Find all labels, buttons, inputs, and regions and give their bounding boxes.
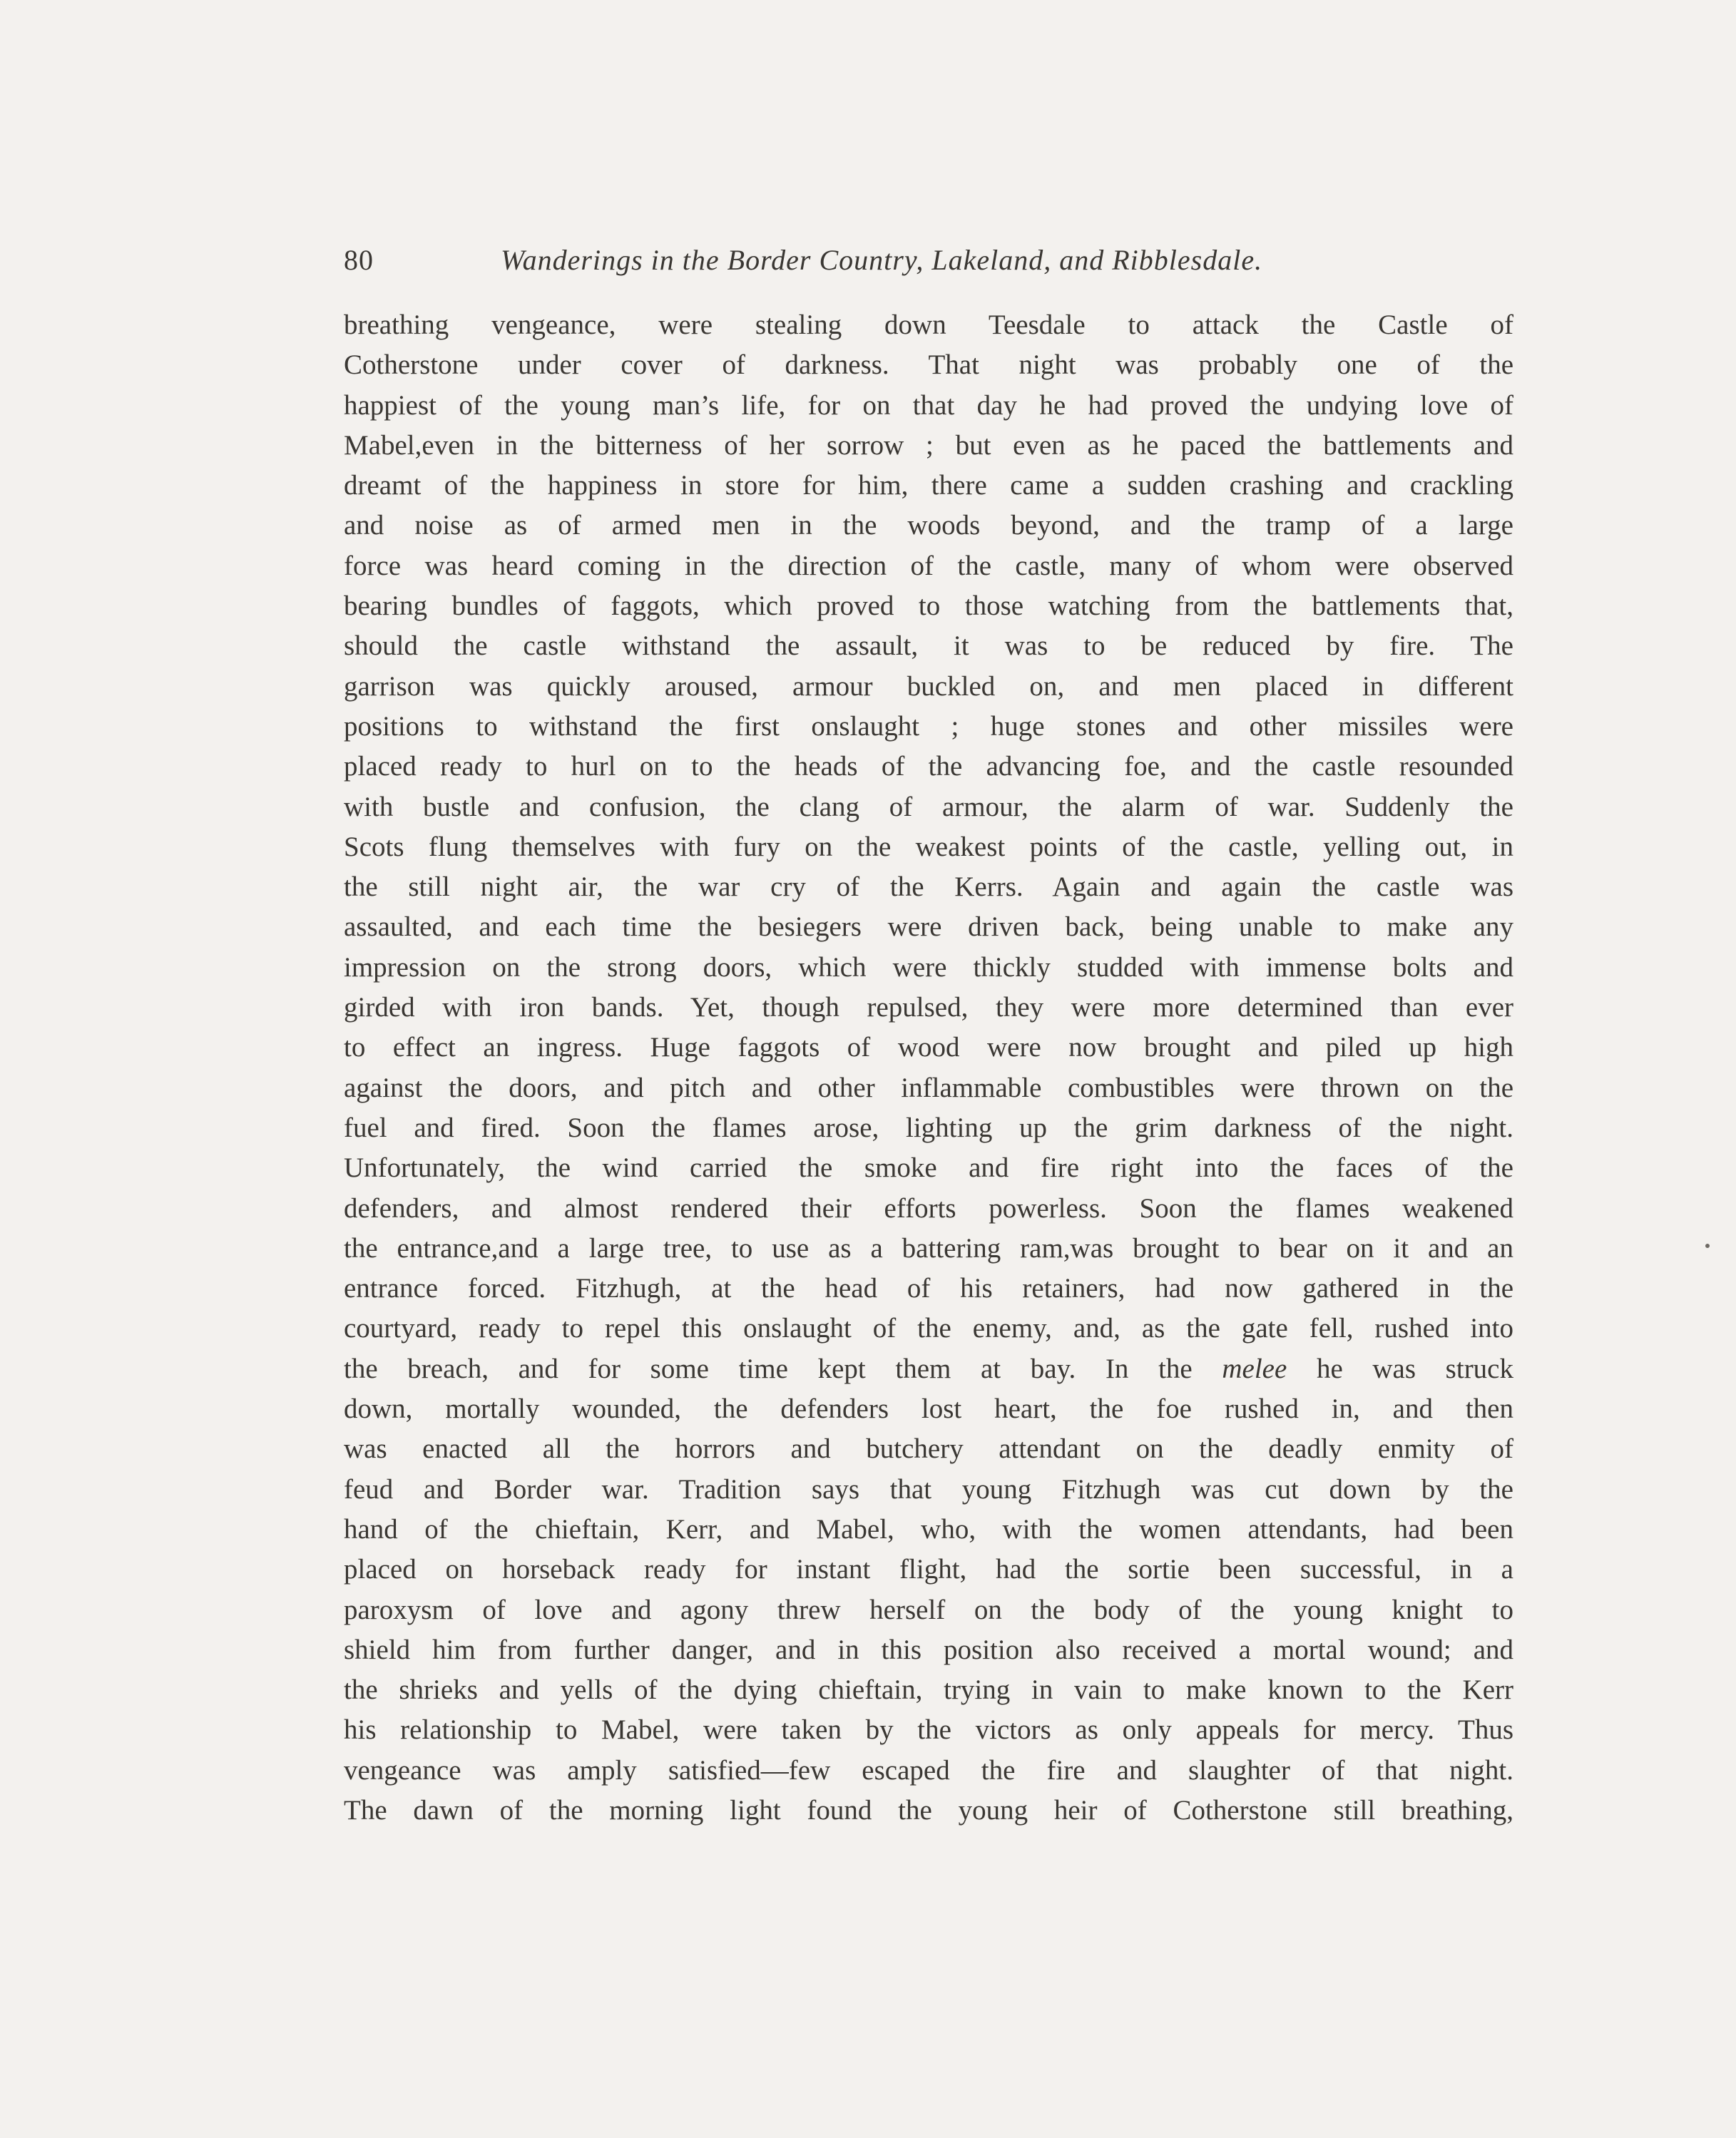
text-line: feud and Border war. Tradition says that young Fitzhugh was cut down by the	[344, 1473, 1513, 1505]
text-line	[344, 1349, 1513, 1389]
running-head	[344, 239, 1513, 282]
text-line: courtyard, ready to repel this onslaught of the enemy, and, as the gate fell, rushed into	[344, 1313, 1513, 1344]
text-line: the entrance,and a large tree, to use as a battering ram,was brought to bear on it and an	[344, 1232, 1513, 1264]
text-line: placed on horseback ready for instant flight, had the sortie been successful, in a	[344, 1554, 1513, 1585]
text-line: girded with iron bands. Yet, though repulsed, they were more determined than ever	[344, 992, 1513, 1023]
italic-term: melee	[1222, 1353, 1287, 1384]
text-line: placed ready to hurl on to the heads of the advancing foe, and the castle resounded	[344, 751, 1513, 782]
text-line: entrance forced. Fitzhugh, at the head of his retainers, had now gathered in the	[344, 1273, 1513, 1304]
text-line: breathing vengeance, were stealing down Teesdale to attack the Castle of	[344, 310, 1513, 340]
text-line: impression on the strong doors, which were thickly studded with immense bolts and	[344, 951, 1513, 983]
text-line: force was heard coming in the direction of the castle, many of whom were observed	[344, 550, 1513, 581]
running-title: Wanderings in the Border Country, Lakeland, and Ribblesdale.	[501, 244, 1263, 276]
text-line: down, mortally wounded, the defenders lost heart, the foe rushed in, and then	[344, 1393, 1513, 1425]
text-line: assaulted, and each time the besiegers were driven back, being unable to make any	[344, 911, 1513, 943]
text-line: to effect an ingress. Huge faggots of wood were now brought and piled up high	[344, 1032, 1513, 1063]
text-line: fuel and fired. Soon the flames arose, lighting up the grim darkness of the night.	[344, 1112, 1513, 1143]
text-line: the shrieks and yells of the dying chieftain, trying in vain to make known to the Kerr	[344, 1674, 1513, 1706]
body-text	[344, 305, 1513, 1831]
text-line: defenders, and almost rendered their efforts powerless. Soon the flames weakened	[344, 1192, 1513, 1224]
text-line: and noise as of armed men in the woods beyond, and the tramp of a large	[344, 510, 1513, 541]
page-number: 80	[344, 244, 374, 276]
text-line: Mabel,even in the bitterness of her sorrow ; but even as he paced the battlements and	[344, 429, 1513, 461]
text-line: the still night air, the war cry of the Kerrs. Again and again the castle was	[344, 871, 1513, 903]
text-line: paroxysm of love and agony threw herself on the body of the young knight to	[344, 1594, 1513, 1625]
text-line: hand of the chieftain, Kerr, and Mabel, who, with the women attendants, had been	[344, 1513, 1513, 1545]
text-line: was enacted all the horrors and butchery attendant on the deadly enmity of	[344, 1433, 1513, 1465]
text-line: bearing bundles of faggots, which proved to those watching from the battlements that,	[344, 590, 1513, 622]
text-line: should the castle withstand the assault, it was to be reduced by fire. The	[344, 630, 1513, 662]
text-segment: the breach, and for some time kept them at bay. In the	[344, 1353, 1222, 1384]
text-line: The dawn of the morning light found the young heir of Cotherstone still breathing,	[344, 1794, 1513, 1826]
margin-speck	[1705, 1244, 1710, 1248]
text-line: against the doors, and pitch and other inflammable combustibles were thrown on the	[344, 1072, 1513, 1103]
text-line: positions to withstand the first onslaught ; huge stones and other missiles were	[344, 710, 1513, 742]
text-segment: he was struck	[1287, 1353, 1513, 1384]
text-line: Cotherstone under cover of darkness. That night was probably one of the	[344, 349, 1513, 381]
text-line: dreamt of the happiness in store for him, there came a sudden crashing and crackling	[344, 470, 1513, 501]
text-line: vengeance was amply satisfied—few escaped the fire and slaughter of that night.	[344, 1754, 1513, 1786]
text-line: his relationship to Mabel, were taken by the victors as only appeals for mercy. Thus	[344, 1714, 1513, 1746]
text-line: happiest of the young man’s life, for on that day he had proved the undying love of	[344, 389, 1513, 421]
text-line: with bustle and confusion, the clang of armour, the alarm of war. Suddenly the	[344, 791, 1513, 822]
text-line: Scots flung themselves with fury on the weakest points of the castle, yelling out, in	[344, 831, 1513, 862]
text-line: shield him from further danger, and in this position also received a mortal wound; and	[344, 1634, 1513, 1665]
text-line: garrison was quickly aroused, armour buckled on, and men placed in different	[344, 670, 1513, 702]
text-line: Unfortunately, the wind carried the smoke and fire right into the faces of the	[344, 1152, 1513, 1184]
